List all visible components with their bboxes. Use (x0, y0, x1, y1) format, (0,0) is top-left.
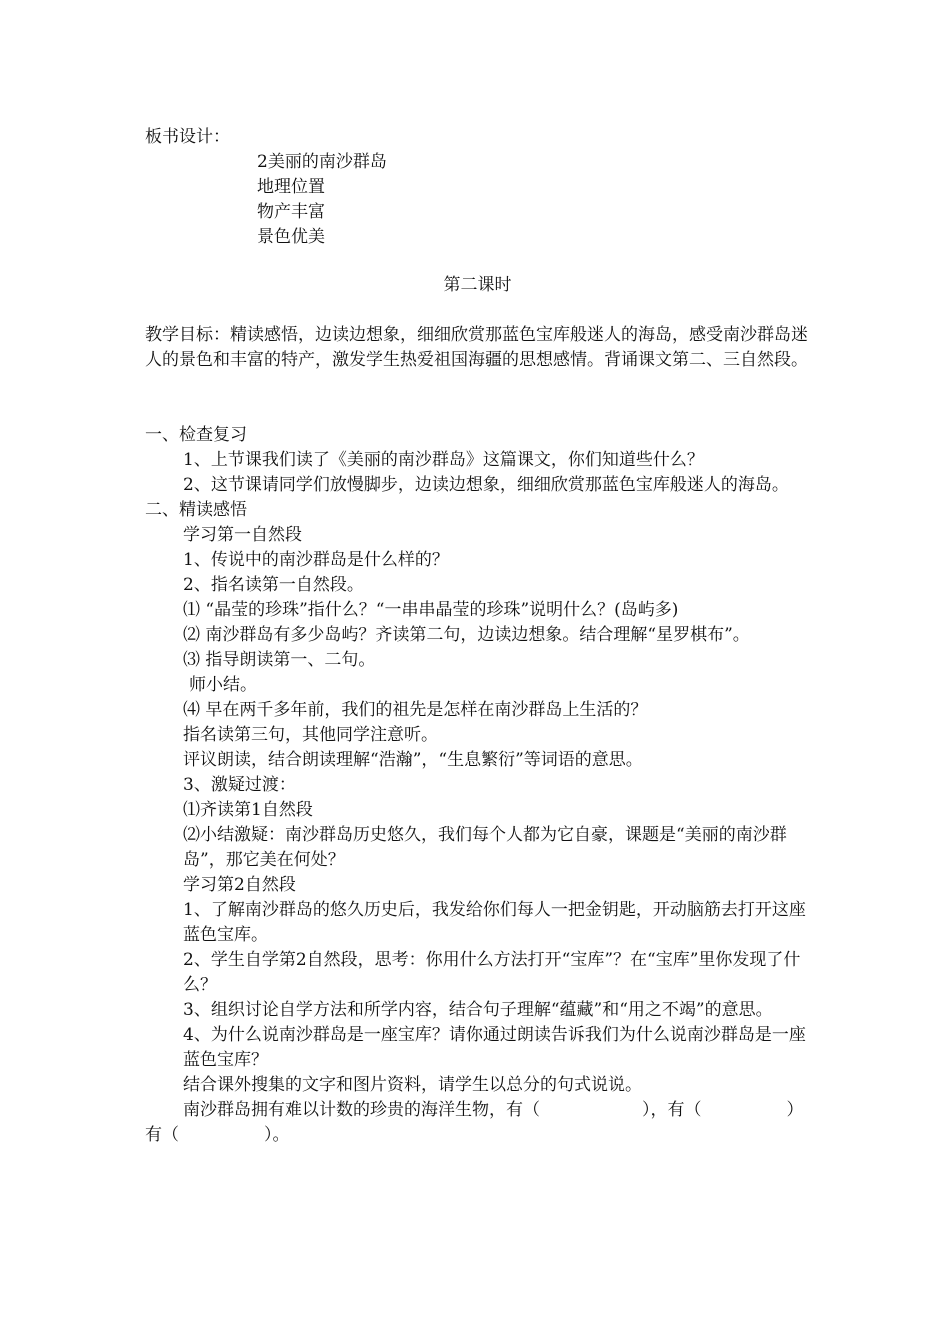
teacher-summary: 师小结。 (189, 675, 257, 695)
board-label: 板书设计： (145, 127, 230, 147)
list-item: ⑵ 南沙群岛有多少岛屿？齐读第二句，边读边想象。结合理解“星罗棋布”。 (183, 625, 750, 645)
list-item: 1、上节课我们读了《美丽的南沙群岛》这篇课文，你们知道些什么？ (183, 450, 704, 470)
board-item: 地理位置 (257, 177, 325, 197)
lesson-title: 第二课时 (443, 275, 512, 295)
fill-blank-line: 有（ ）。 (145, 1125, 290, 1145)
list-item: ⑶ 指导朗读第一、二句。 (183, 650, 376, 670)
list-item: 指名读第三句，其他同学注意听。 (183, 725, 438, 745)
board-item: 物产丰富 (257, 202, 325, 222)
lesson-body (145, 423, 810, 1148)
list-item: ⑵小结激疑：南沙群岛历史悠久，我们每个人都为它自豪，课题是“美丽的南沙群岛”，那它美在何处？ (183, 825, 787, 870)
board-item: 景色优美 (257, 227, 325, 247)
list-item: 1、了解南沙群岛的悠久历史后，我发给你们每人一把金钥匙，开动脑筋去打开这座蓝色宝库。 (183, 900, 806, 945)
section-heading: 一、检查复习 (145, 425, 247, 445)
subsection-title: 学习第一自然段 (183, 525, 302, 545)
list-item: ⑷ 早在两千多年前，我们的祖先是怎样在南沙群岛上生活的？ (183, 700, 648, 720)
list-item: 评议朗读，结合朗读理解“浩瀚”，“生息繁衍”等词语的意思。 (183, 750, 643, 770)
teaching-objective (145, 323, 810, 373)
list-item: 2、指名读第一自然段。 (183, 575, 364, 595)
list-item: 4、为什么说南沙群岛是一座宝库？请你通过朗读告诉我们为什么说南沙群岛是一座蓝色宝库？ (183, 1025, 806, 1070)
objective-text: 教学目标：精读感悟，边读边想象，细细欣赏那蓝色宝库般迷人的海岛，感受南沙群岛迷人的景色和丰富的特产，激发学生热爱祖国海疆的思想感情。背诵课文第二、三自然段。 (145, 325, 808, 370)
board-design (145, 125, 810, 250)
list-item: 结合课外搜集的文字和图片资料，请学生以总分的句式说说。 (183, 1075, 642, 1095)
list-item: 3、激疑过渡： (183, 775, 296, 795)
list-item: 3、组织讨论自学方法和所学内容，结合句子理解“蕴藏”和“用之不竭”的意思。 (183, 1000, 773, 1020)
list-item: 2、学生自学第2自然段，思考：你用什么方法打开“宝库”？在“宝库”里你发现了什么？ (183, 950, 801, 995)
subsection-title: 学习第2自然段 (183, 875, 296, 895)
list-item: 2、这节课请同学们放慢脚步，边读边想象，细细欣赏那蓝色宝库般迷人的海岛。 (183, 475, 789, 495)
list-item: ⑴ “晶莹的珍珠”指什么？“一串串晶莹的珍珠”说明什么？(岛屿多) (183, 600, 679, 620)
board-item: 2美丽的南沙群岛 (257, 152, 387, 172)
list-item: 1、传说中的南沙群岛是什么样的？ (183, 550, 449, 570)
list-item: ⑴齐读第1自然段 (183, 800, 313, 820)
fill-blank-line: 南沙群岛拥有难以计数的珍贵的海洋生物，有（ ），有（ ） (183, 1100, 804, 1120)
section-heading: 二、精读感悟 (145, 500, 247, 520)
